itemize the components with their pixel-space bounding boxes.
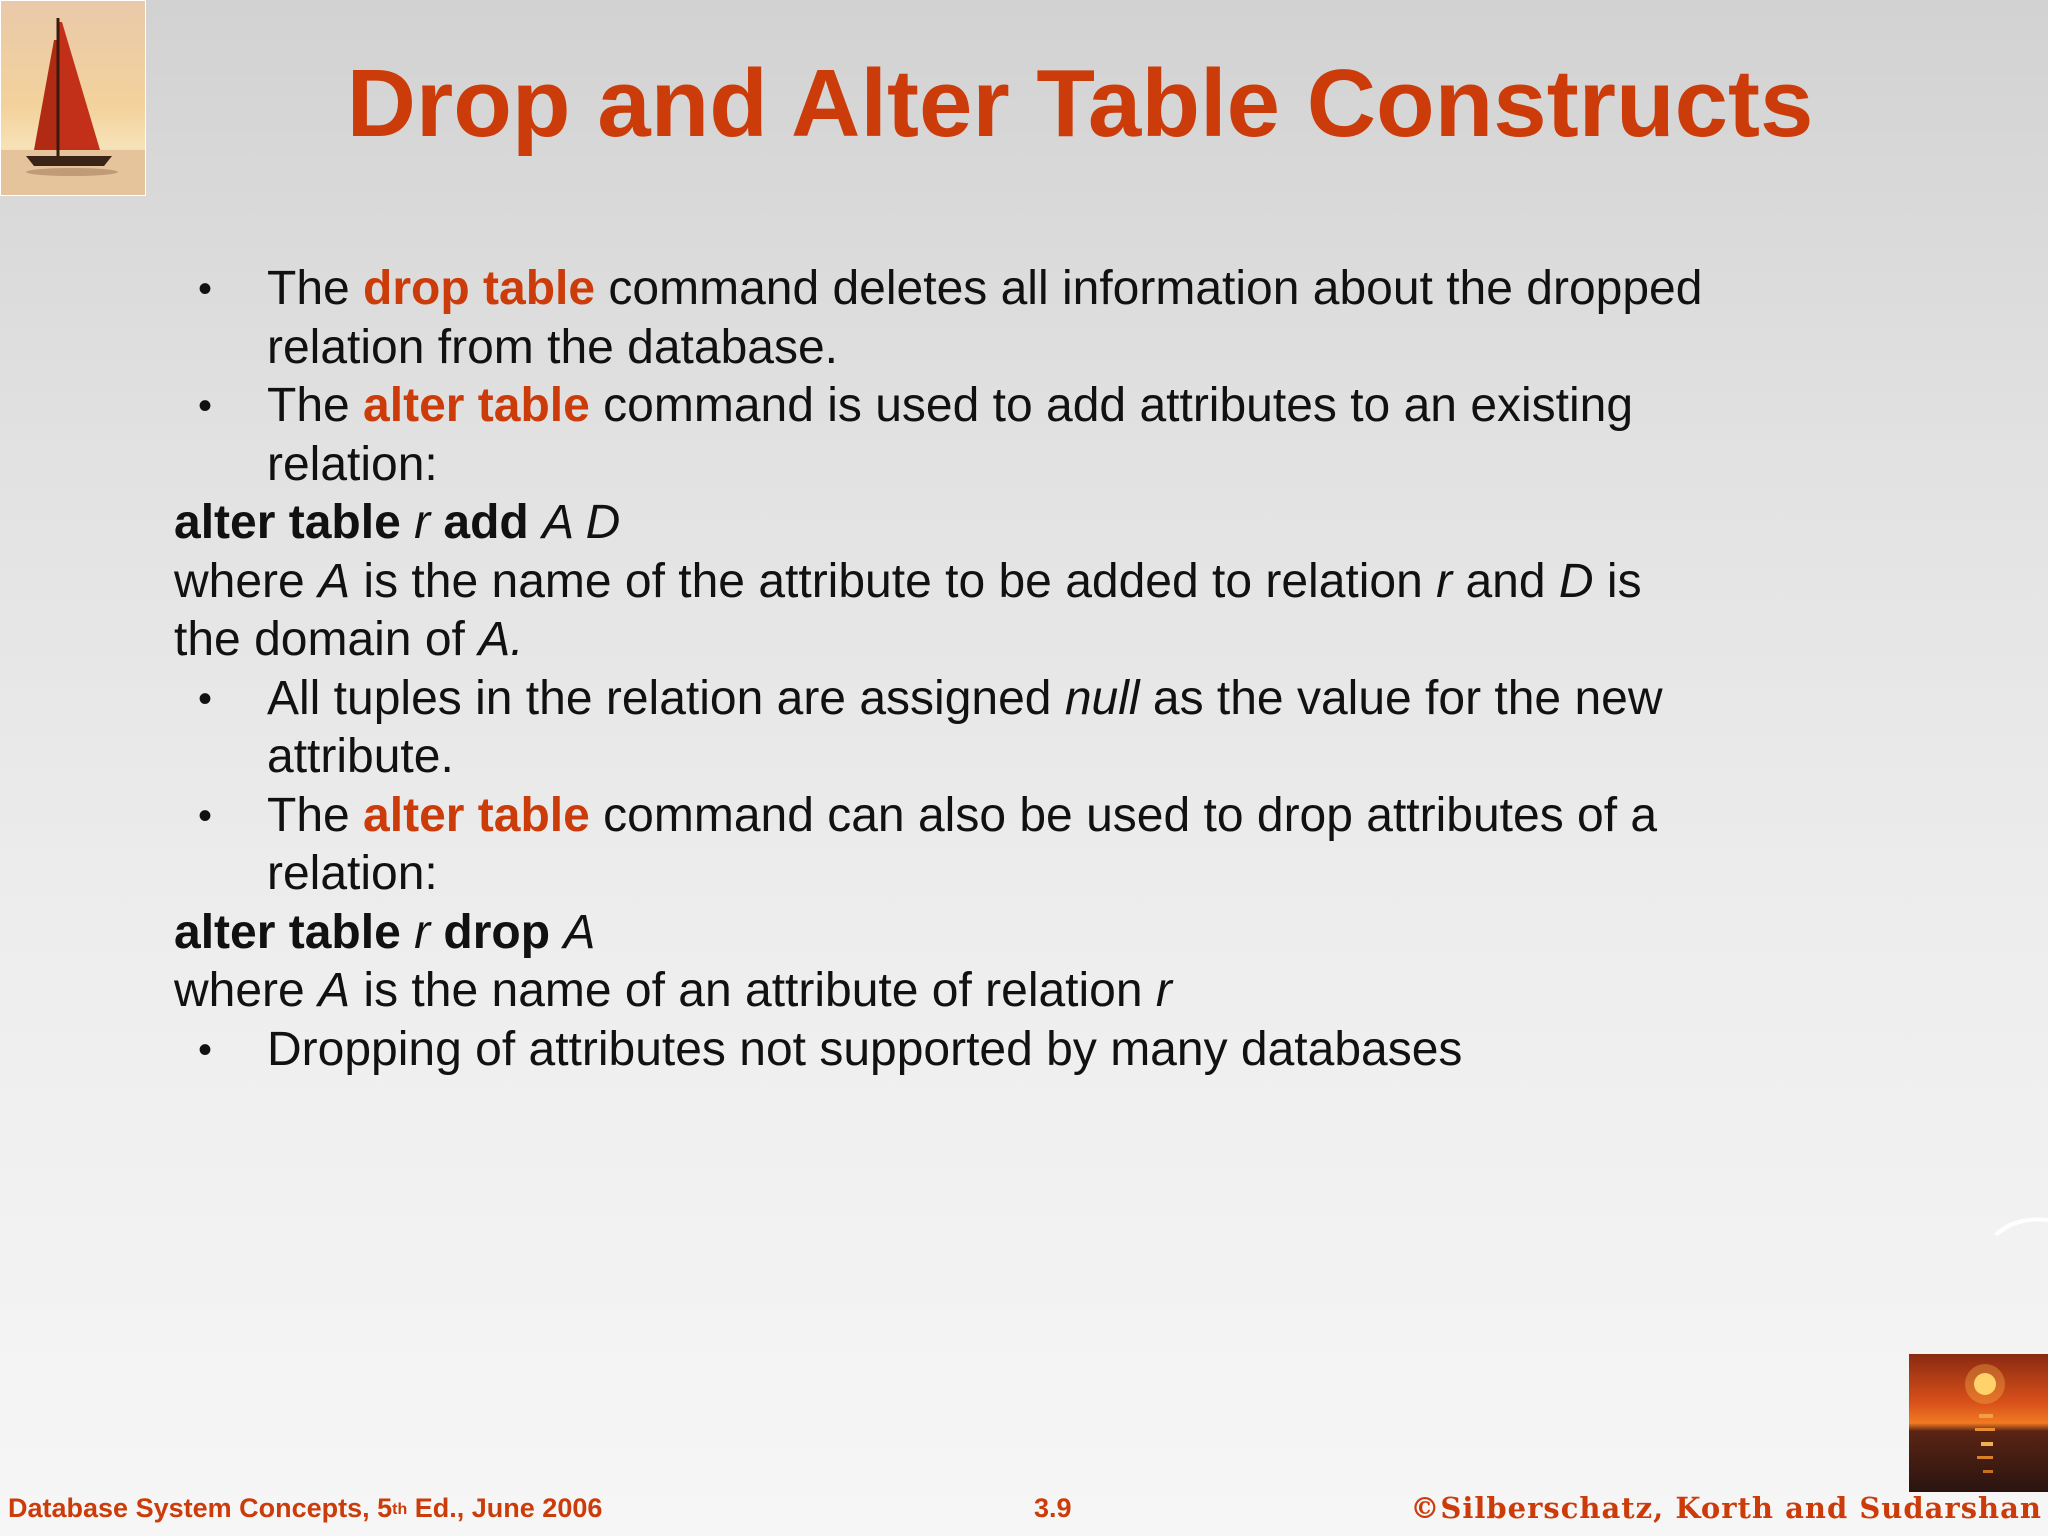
syntax-alter-add — [174, 494, 1814, 553]
variable: r — [1155, 964, 1172, 1017]
variable: A — [318, 964, 351, 1017]
where-drop-explanation — [174, 962, 1814, 1021]
text: The — [267, 262, 364, 315]
text: command is used to add attributes to an existing — [589, 379, 1634, 432]
footer-copyright: ©Silberschatz, Korth and Sudarshan — [1410, 1491, 2042, 1525]
text: relation: — [267, 437, 438, 491]
where-add-explanation — [174, 553, 1814, 670]
text: command deletes all information about the dropped — [595, 262, 1703, 315]
variable: D — [1558, 554, 1594, 608]
text: Dropping of attributes not supported by many databases — [267, 1022, 1463, 1076]
bullet-null-assignment — [174, 670, 1814, 787]
bullet-alter-table-drop — [174, 787, 1814, 904]
bullet-alter-table-add — [174, 377, 1814, 494]
keyword-alter-table: alter table — [363, 379, 590, 432]
footer-text: Ed., June 2006 — [407, 1493, 603, 1523]
variable: r — [1436, 554, 1453, 608]
syntax-variable: A — [563, 905, 596, 959]
footer-slide-number: 3.9 — [1034, 1493, 1072, 1523]
sailboat-image-icon — [0, 0, 146, 196]
slide-title: Drop and Alter Table Constructs — [346, 50, 1814, 157]
text: is — [1593, 554, 1642, 608]
bullet-glyph: • — [198, 267, 213, 311]
sunset-image-icon — [1909, 1354, 2048, 1492]
text: The — [267, 788, 364, 842]
footer-text: Database System Concepts, 5 — [8, 1493, 393, 1523]
syntax-variable: r — [414, 496, 431, 549]
syntax-keyword: drop — [430, 905, 564, 959]
bullet-dropping-support — [174, 1021, 1814, 1080]
emphasis-null: null — [1064, 671, 1140, 725]
bullet-glyph: • — [198, 384, 213, 428]
text: All tuples in the relation are assigned — [267, 671, 1065, 725]
bullet-glyph: • — [198, 676, 213, 721]
text: where — [174, 554, 319, 608]
text: is the name of the attribute to be added to relation — [350, 554, 1437, 608]
syntax-keyword: alter table — [174, 905, 415, 959]
text: and — [1452, 554, 1559, 608]
text: relation from the database. — [267, 320, 839, 374]
text: is the name of an attribute of relation — [350, 964, 1156, 1017]
variable: A — [318, 554, 351, 608]
text: as the value for the new — [1139, 671, 1663, 725]
syntax-keyword: alter table — [174, 496, 415, 549]
text: command can also be used to drop attributes of a — [589, 788, 1658, 842]
syntax-alter-drop — [174, 904, 1814, 963]
text: the domain of — [174, 613, 479, 666]
keyword-alter-table: alter table — [363, 788, 590, 842]
text: relation: — [267, 847, 438, 900]
slide-body — [174, 260, 1814, 1079]
decorative-swoosh-icon — [1990, 1210, 2048, 1240]
footer-superscript: th — [392, 1501, 408, 1518]
bullet-drop-table — [174, 260, 1814, 377]
variable: A. — [478, 613, 524, 666]
footer-book-title — [8, 1492, 602, 1524]
syntax-keyword: add — [430, 496, 543, 549]
text: attribute. — [267, 730, 454, 783]
syntax-variable: A D — [542, 496, 621, 549]
bullet-glyph: • — [198, 1027, 213, 1072]
bullet-glyph: • — [198, 793, 213, 838]
text: where — [174, 964, 319, 1017]
keyword-drop-table: drop table — [363, 262, 596, 315]
syntax-variable: r — [414, 905, 431, 959]
text: The — [267, 379, 364, 432]
